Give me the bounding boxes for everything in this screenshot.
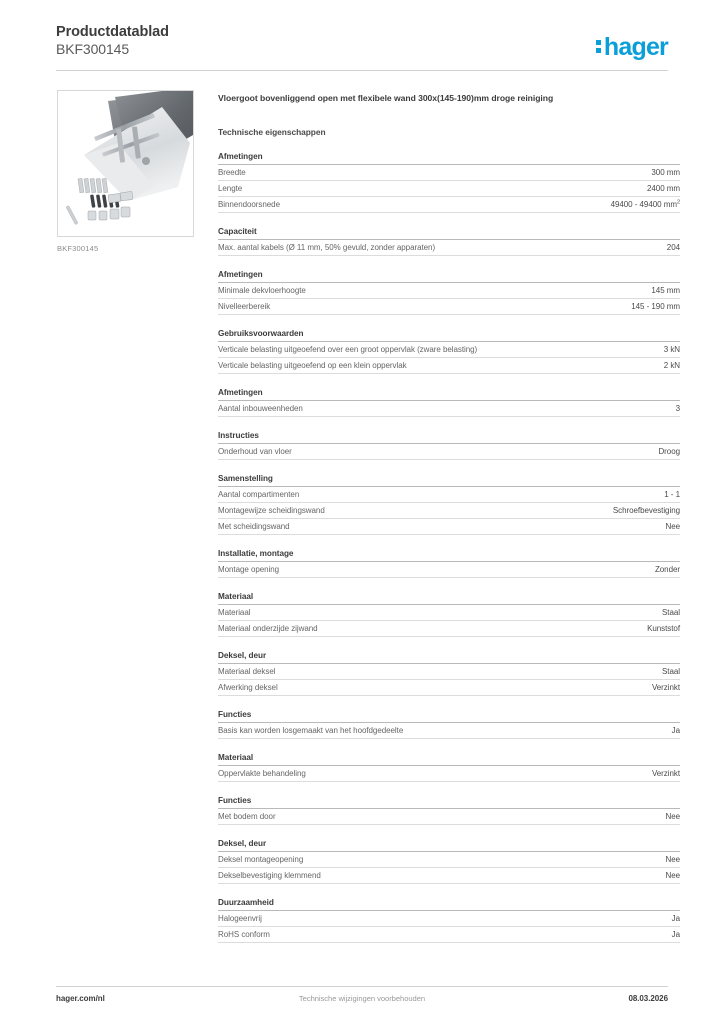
spec-value: Nee <box>665 522 680 531</box>
spec-value: Staal <box>662 608 680 617</box>
spec-label: Materiaal onderzijde zijwand <box>218 624 318 633</box>
spec-value: Nee <box>665 812 680 821</box>
spec-label: Montage opening <box>218 565 280 574</box>
spec-label: Dekselbevestiging klemmend <box>218 871 321 880</box>
spec-group <box>218 753 680 782</box>
spec-value: Kunststof <box>647 624 680 633</box>
spec-value: Ja <box>671 930 680 939</box>
spec-row <box>218 809 680 825</box>
spec-row <box>218 927 680 943</box>
spec-label: Afwerking deksel <box>218 683 278 692</box>
spec-value: 2 kN <box>663 361 680 370</box>
spec-group-title: Installatie, montage <box>218 549 680 562</box>
spec-value: Ja <box>671 914 680 923</box>
spec-label: RoHS conform <box>218 930 270 939</box>
spec-label: Met bodem door <box>218 812 276 821</box>
spec-group-title: Deksel, deur <box>218 839 680 852</box>
spec-value: 3 <box>675 404 680 413</box>
spec-group <box>218 227 680 256</box>
hager-logo <box>596 34 668 60</box>
spec-value: 145 - 190 mm <box>631 302 680 311</box>
spec-label: Lengte <box>218 184 243 193</box>
spec-row <box>218 621 680 637</box>
spec-label: Aantal inbouweenheden <box>218 404 303 413</box>
spec-group <box>218 651 680 696</box>
spec-value: 300 mm <box>651 168 680 177</box>
spec-group-title: Functies <box>218 796 680 809</box>
spec-row <box>218 723 680 739</box>
spec-label: Basis kan worden losgemaakt van het hoofdgedeelte <box>218 726 404 735</box>
spec-row <box>218 487 680 503</box>
spec-label: Materiaal deksel <box>218 667 276 676</box>
footer-disclaimer: Technische wijzigingen voorbehouden <box>298 994 426 1003</box>
spec-row <box>218 911 680 927</box>
specifications-heading: Technische eigenschappen <box>218 127 326 137</box>
spec-label: Montagewijze scheidingswand <box>218 506 325 515</box>
product-reference: BKF300145 <box>56 41 130 57</box>
spec-group <box>218 474 680 535</box>
spec-row <box>218 766 680 782</box>
logo-dots-icon <box>596 40 601 54</box>
spec-value: 1 - 1 <box>664 490 680 499</box>
spec-row <box>218 165 680 181</box>
spec-group <box>218 388 680 417</box>
spec-value: Verzinkt <box>651 683 680 692</box>
header-divider <box>56 70 668 71</box>
spec-label: Materiaal <box>218 608 251 617</box>
spec-value: Verzinkt <box>651 769 680 778</box>
spec-row <box>218 283 680 299</box>
spec-value: 2400 mm <box>647 184 680 193</box>
spec-row <box>218 444 680 460</box>
product-image-caption: BKF300145 <box>57 244 99 253</box>
spec-label: Onderhoud van vloer <box>218 447 292 456</box>
spec-value-superscript: 2 <box>676 199 680 206</box>
spec-row <box>218 852 680 868</box>
spec-value: Staal <box>662 667 680 676</box>
spec-group <box>218 898 680 943</box>
spec-label: Nivelleerbereik <box>218 302 271 311</box>
page-footer <box>56 994 668 1003</box>
spec-group-title: Afmetingen <box>218 270 680 283</box>
spec-row <box>218 519 680 535</box>
spec-group-title: Capaciteit <box>218 227 680 240</box>
spec-row <box>218 358 680 374</box>
spec-group <box>218 329 680 374</box>
spec-row <box>218 181 680 197</box>
spec-row <box>218 605 680 621</box>
spec-row <box>218 562 680 578</box>
spec-group <box>218 270 680 315</box>
spec-group-title: Gebruiksvoorwaarden <box>218 329 680 342</box>
spec-group <box>218 431 680 460</box>
spec-row <box>218 503 680 519</box>
spec-label: Verticale belasting uitgeoefend over een groot oppervlak (zware belasting) <box>218 345 478 354</box>
spec-value: Nee <box>665 871 680 880</box>
spec-value: 3 kN <box>663 345 680 354</box>
spec-row <box>218 664 680 680</box>
footer-date: 08.03.2026 <box>628 994 668 1003</box>
spec-group <box>218 796 680 825</box>
spec-label: Met scheidingswand <box>218 522 290 531</box>
spec-value: Ja <box>671 726 680 735</box>
spec-row <box>218 197 680 213</box>
spec-group <box>218 839 680 884</box>
spec-value: Nee <box>665 855 680 864</box>
spec-label: Deksel montageopening <box>218 855 304 864</box>
spec-group <box>218 549 680 578</box>
spec-group-title: Samenstelling <box>218 474 680 487</box>
spec-row <box>218 680 680 696</box>
specification-groups <box>218 152 680 943</box>
spec-value-text: 49400 - 49400 mm <box>610 200 677 209</box>
spec-group-title: Materiaal <box>218 753 680 766</box>
spec-row <box>218 401 680 417</box>
footer-divider <box>56 986 668 987</box>
page-title: Productdatablad <box>56 24 169 40</box>
spec-group-title: Afmetingen <box>218 388 680 401</box>
page-header <box>56 24 668 72</box>
spec-group-title: Afmetingen <box>218 152 680 165</box>
product-name: Vloergoot bovenliggend open met flexibele wand 300x(145-190)mm droge reiniging <box>218 93 554 103</box>
spec-label: Oppervlakte behandeling <box>218 769 306 778</box>
spec-label: Binnendoorsnede <box>218 200 280 209</box>
spec-value: Droog <box>658 447 680 456</box>
spec-value <box>599 200 680 209</box>
spec-group <box>218 710 680 739</box>
spec-row <box>218 868 680 884</box>
product-media <box>57 90 194 253</box>
spec-row <box>218 240 680 256</box>
product-image <box>57 90 194 237</box>
spec-label: Halogeenvrij <box>218 914 262 923</box>
brand-wordmark: hager <box>603 32 668 61</box>
spec-group-title: Materiaal <box>218 592 680 605</box>
spec-group-title: Deksel, deur <box>218 651 680 664</box>
spec-value: 145 mm <box>651 286 680 295</box>
spec-value: 204 <box>666 243 680 252</box>
spec-label: Verticale belasting uitgeoefend op een klein oppervlak <box>218 361 407 370</box>
specifications-panel <box>218 93 680 943</box>
spec-label: Minimale dekvloerhoogte <box>218 286 306 295</box>
spec-label: Breedte <box>218 168 246 177</box>
spec-group-title: Functies <box>218 710 680 723</box>
spec-value: Schroefbevestiging <box>612 506 680 515</box>
spec-row <box>218 342 680 358</box>
spec-group <box>218 152 680 213</box>
spec-label: Max. aantal kabels (Ø 11 mm, 50% gevuld, zonder apparaten) <box>218 243 436 252</box>
spec-group-title: Duurzaamheid <box>218 898 680 911</box>
footer-website-link[interactable]: hager.com/nl <box>56 994 105 1003</box>
spec-label: Aantal compartimenten <box>218 490 300 499</box>
spec-group <box>218 592 680 637</box>
spec-row <box>218 299 680 315</box>
spec-value: Zonder <box>654 565 680 574</box>
spec-group-title: Instructies <box>218 431 680 444</box>
